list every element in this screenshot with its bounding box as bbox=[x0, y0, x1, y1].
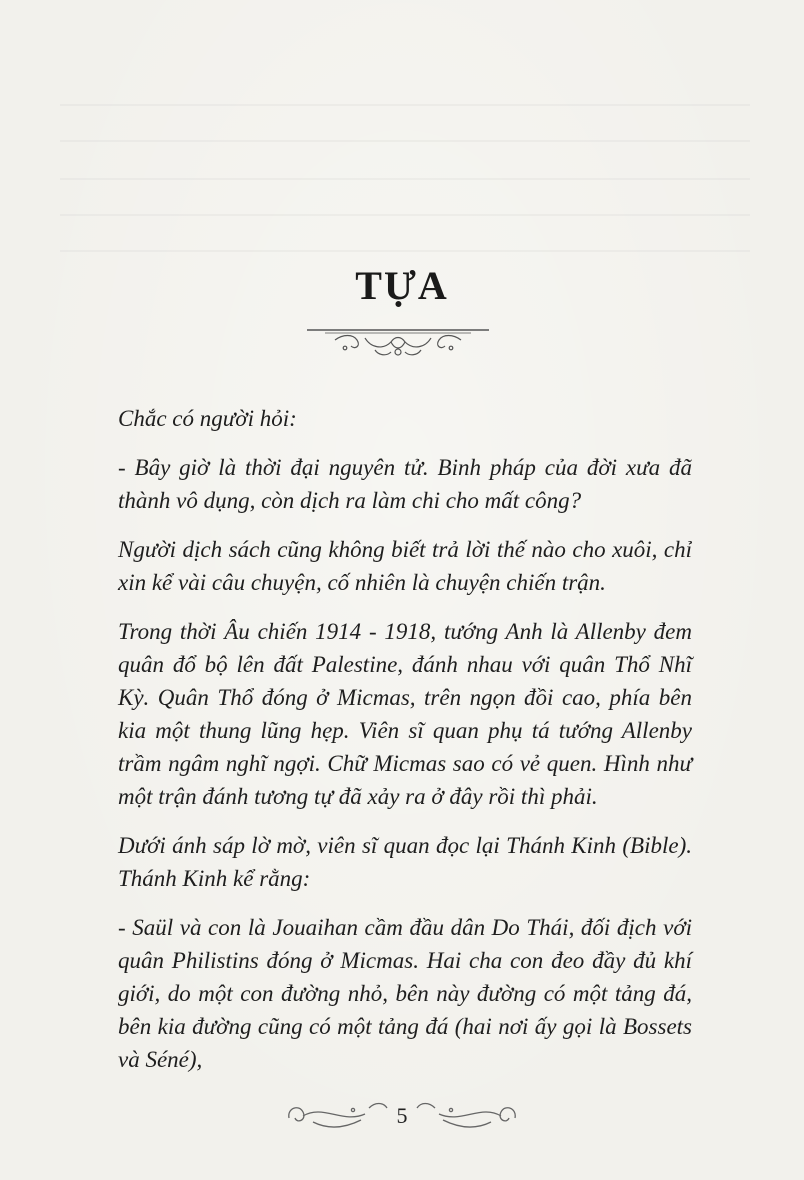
bleed-through-line bbox=[60, 214, 750, 216]
bleed-through-line bbox=[60, 178, 750, 180]
paragraph: Chắc có người hỏi: bbox=[118, 406, 297, 431]
paragraph: Dưới ánh sáp lờ mờ, viên sĩ quan đọc lại Thánh Kinh (Bible). Thánh Kinh kể rằng: bbox=[118, 833, 692, 891]
paragraph: Trong thời Âu chiến 1914 - 1918, tướng Anh là Allenby đem quân đổ bộ lên đất Palestine, đánh nhau với quân Thổ Nhĩ Kỳ. Quân Thổ đóng ở Micmas, trên ngọn đồi cao, phía bên kia một thung lũng hẹp. Viên sĩ quan phụ tá tướng Allenby trầm ngâm nghĩ ngợi. Chữ Micmas sao có vẻ quen. Hình như một trận đánh tương tự đã xảy ra ở đây rồi thì phải. bbox=[118, 619, 692, 809]
bleed-through-line bbox=[60, 140, 750, 142]
page-number: 5 bbox=[396, 1103, 408, 1128]
bleed-through-line bbox=[60, 250, 750, 252]
paragraph: - Saül và con là Jouaihan cầm đầu dân Do Thái, đối địch với quân Philistins đóng ở Micmas. Hai cha con đeo đầy đủ khí giới, do một con đường nhỏ, bên này đường có một tảng đá, bên kia đường cũng có một tảng đá (hai nơi ấy gọi là Bossets và Séné), bbox=[118, 915, 692, 1072]
bleed-through-line bbox=[60, 104, 750, 106]
paragraph: - Bây giờ là thời đại nguyên tử. Binh pháp của đời xưa đã thành vô dụng, còn dịch ra làm chi cho mất công? bbox=[118, 455, 692, 513]
body-text bbox=[118, 402, 692, 1092]
chapter-title: TỰA bbox=[355, 263, 449, 308]
paragraph: Người dịch sách cũng không biết trả lời thế nào cho xuôi, chỉ xin kể vài câu chuyện, cố nhiên là chuyện chiến trận. bbox=[118, 537, 692, 595]
title-divider-ornament-icon bbox=[305, 322, 491, 362]
